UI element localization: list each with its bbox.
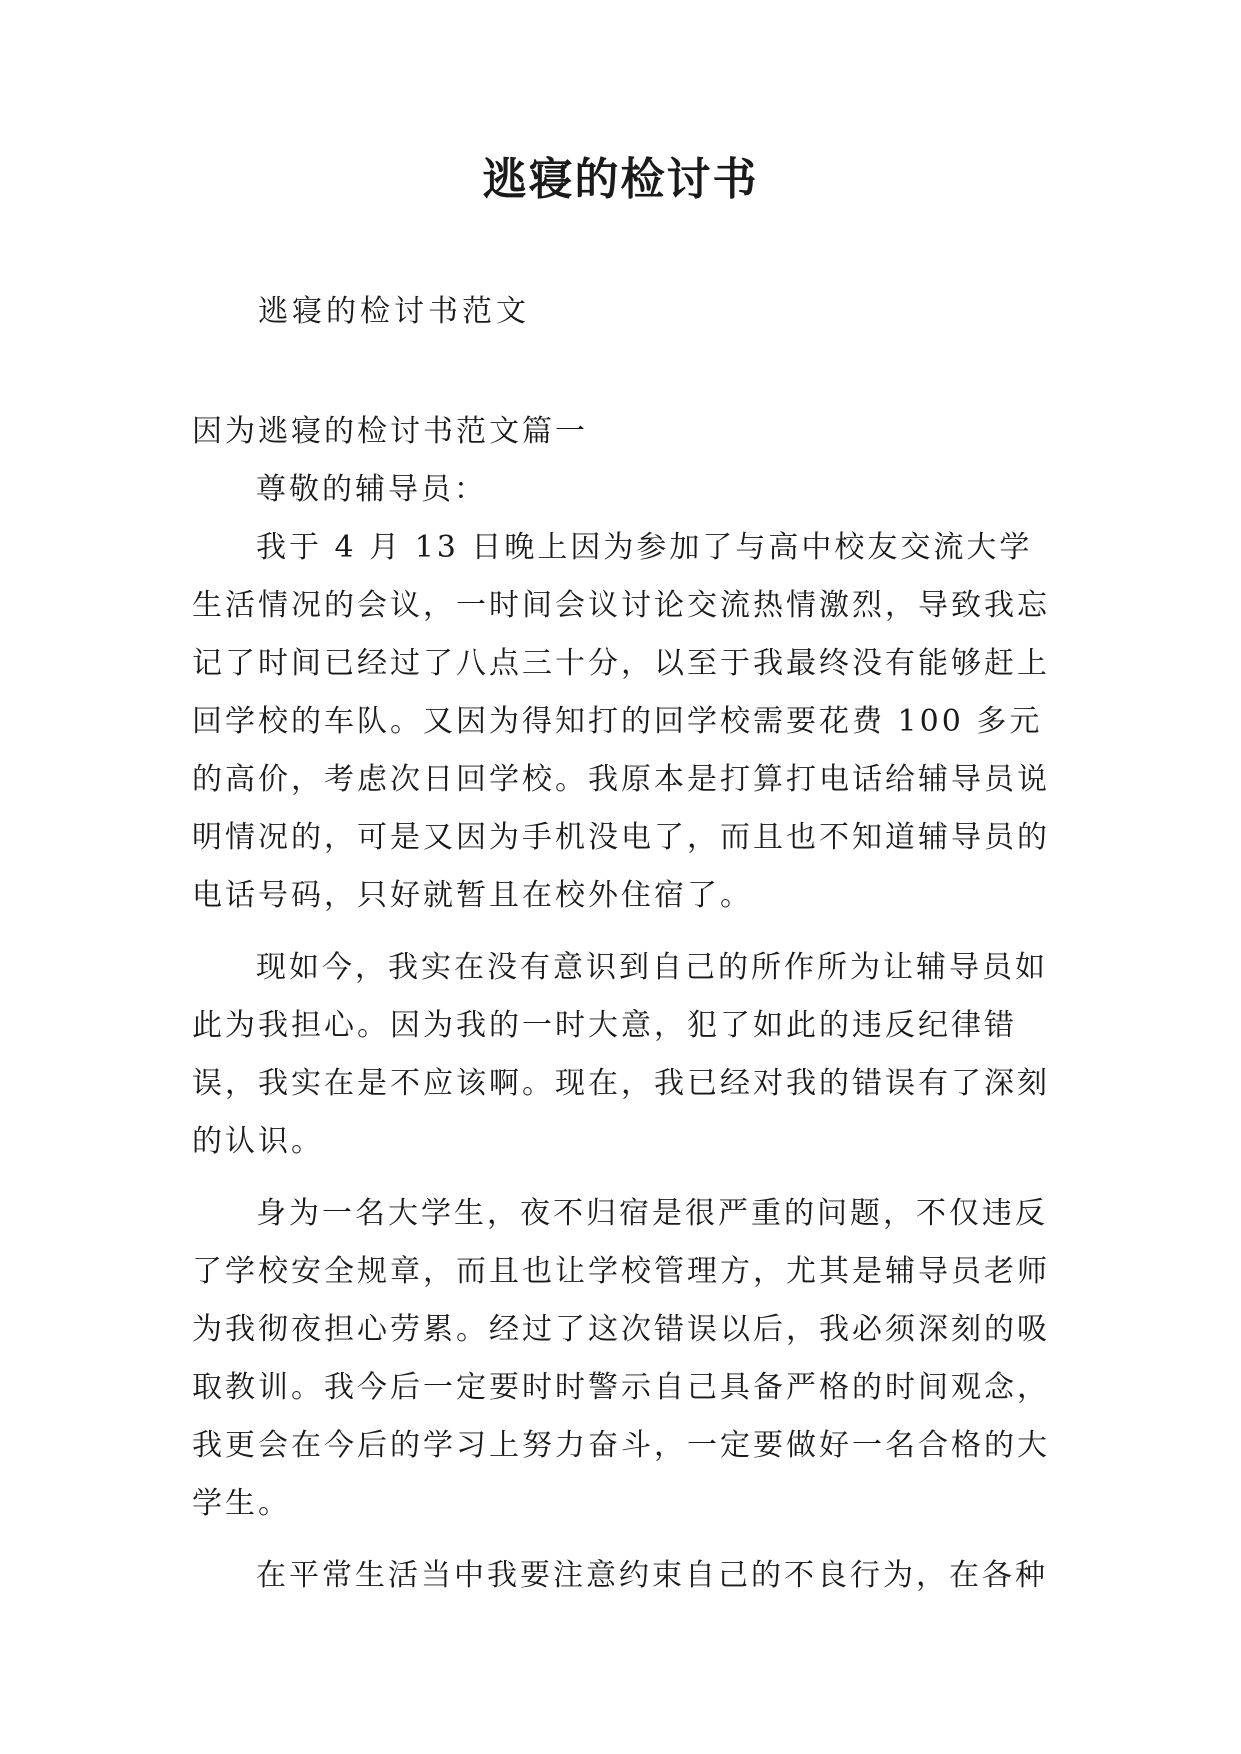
paragraph: 我于 4 月 13 日晚上因为参加了与高中校友交流大学生活情况的会议，一时间会议讨论交流热情激烈，导致我忘记了时间已经过了八点三十分，以至于我最终没有能够赶上回学校的车队。又因为得知打的回学校需要花费 100 多元的高价，考虑次日回学校。我原本是打算打电话给辅导员说明情况的，可是又因为手机没电了，而且也不知道辅导员的电话号码，只好就暂且在校外住宿了。 [192,530,1050,913]
section-heading: 因为逃寝的检讨书范文篇一 [192,414,588,449]
salutation: 尊敬的辅导员： [256,472,487,507]
document-subtitle: 逃寝的检讨书范文 [258,294,530,329]
document-title: 逃寝的检讨书 [482,154,759,205]
paragraph: 现如今，我实在没有意识到自己的所作所为让辅导员如此为我担心。因为我的一时大意，犯了如此的违反纪律错误，我实在是不应该啊。现在，我已经对我的错误有了深刻的认识。 [192,950,1050,1159]
paragraph: 身为一名大学生，夜不归宿是很严重的问题，不仅违反了学校安全规章，而且也让学校管理方，尤其是辅导员老师为我彻夜担心劳累。经过了这次错误以后，我必须深刻的吸取教训。我今后一定要时时警示自己具备严格的时间观念，我更会在今后的学习上努力奋斗，一定要做好一名合格的大学生。 [192,1196,1050,1521]
document-body [192,403,1052,1605]
paragraph: 在平常生活当中我要注意约束自己的不良行为，在各种 [256,1558,1048,1593]
